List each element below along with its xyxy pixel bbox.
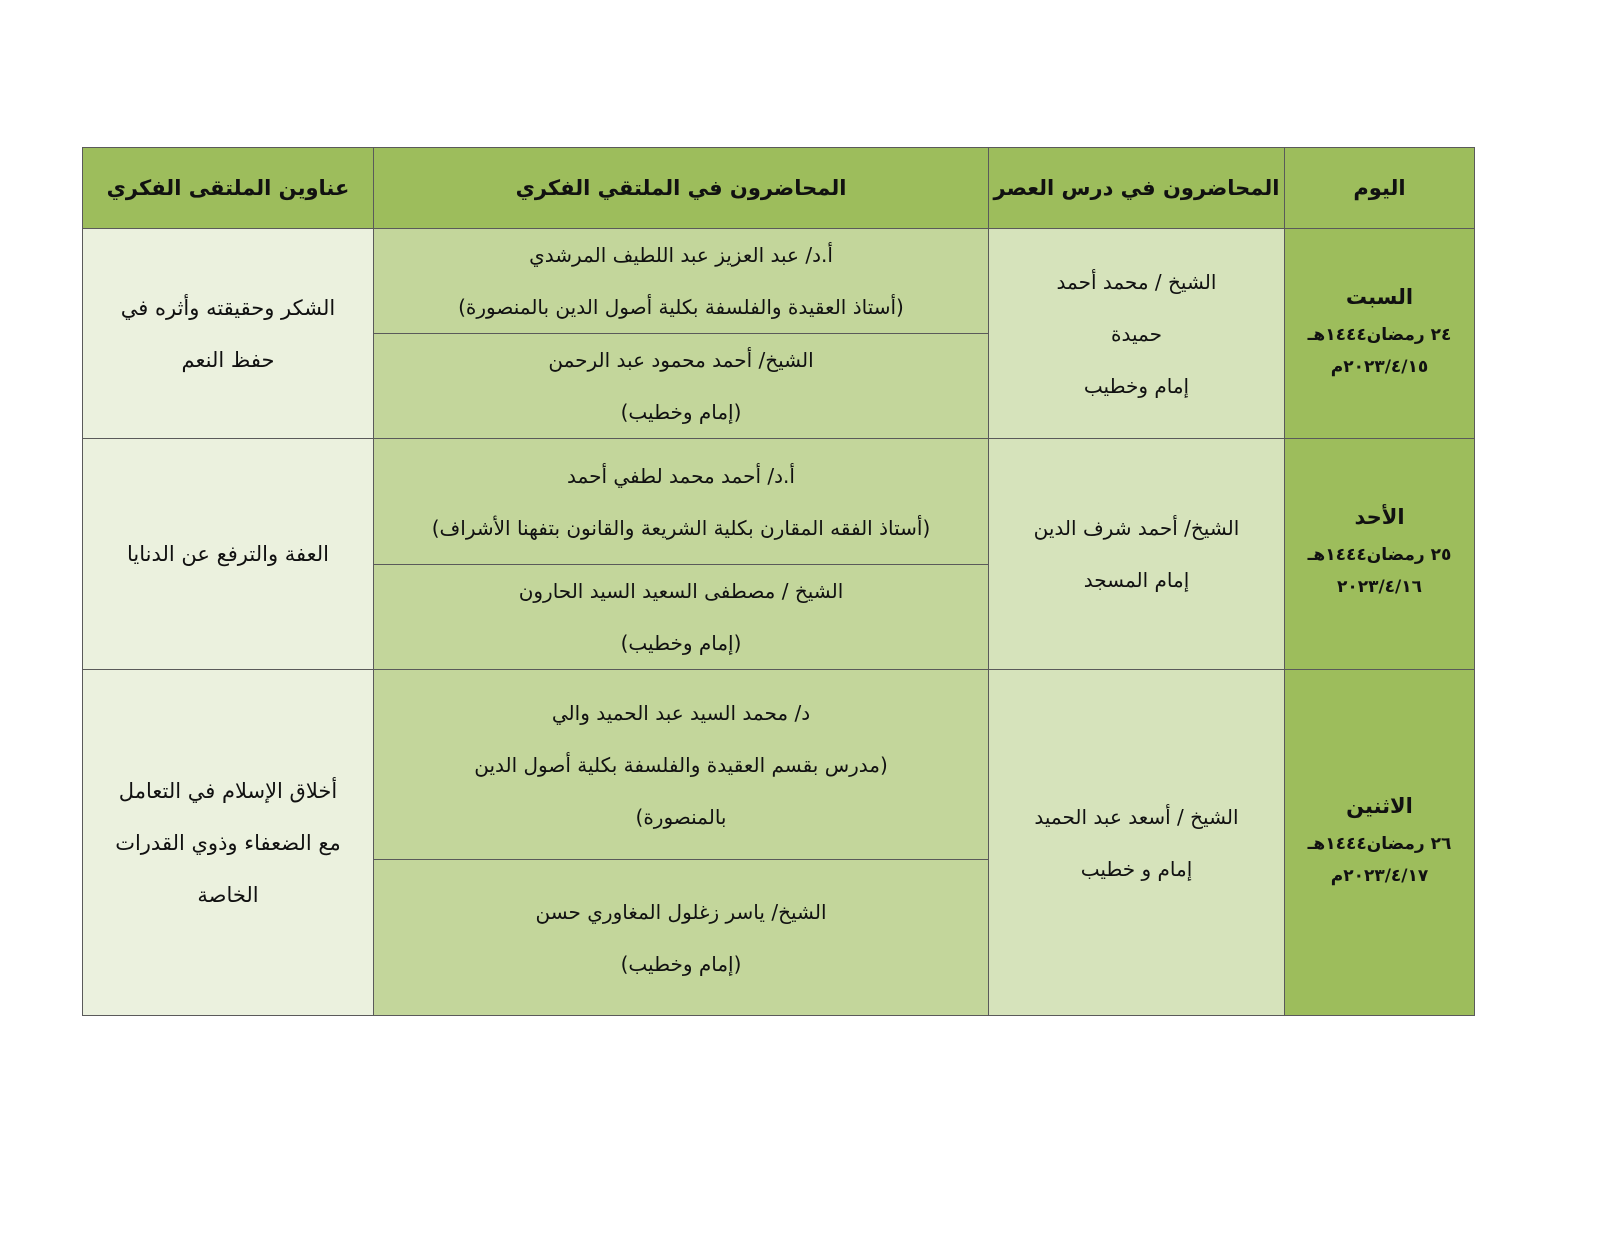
asr-lecturer-line: إمام المسجد xyxy=(1083,568,1190,592)
asr-lecturer-line: الشيخ / محمد أحمد xyxy=(1056,269,1217,294)
header-asr-lecturers: المحاضرون في درس العصر xyxy=(989,148,1285,229)
asr-lecturer-cell xyxy=(989,439,1285,670)
day-cell xyxy=(1285,439,1475,670)
lecturer-role: (مدرس بقسم العقيدة والفلسفة بكلية أصول الدين xyxy=(474,752,888,777)
asr-lecturer-cell xyxy=(989,229,1285,439)
header-forum-lecturers: المحاضرون في الملتقي الفكري xyxy=(374,148,989,229)
lecturer-name: د/ محمد السيد عبد الحميد والي xyxy=(551,700,811,725)
asr-lecturer-cell xyxy=(989,670,1285,1016)
schedule-table xyxy=(82,147,1475,1016)
lecturer-role: (إمام وخطيب) xyxy=(620,951,742,976)
hijri-date: ٢٤ رمضان١٤٤٤هـ xyxy=(1307,324,1452,345)
forum-title-cell xyxy=(83,229,374,439)
asr-lecturer-line: الشيخ/ أحمد شرف الدين xyxy=(1033,516,1240,540)
day-name: الاثنين xyxy=(1346,793,1413,818)
day-cell xyxy=(1285,670,1475,1016)
asr-lecturer-line: إمام و خطيب xyxy=(1080,856,1193,881)
lecturer-name: الشيخ / مصطفى السعيد السيد الحارون xyxy=(518,579,844,603)
lecturer-role: (إمام وخطيب) xyxy=(620,400,742,424)
forum-title-line: مع الضعفاء وذوي القدرات xyxy=(115,830,341,855)
asr-lecturer-line: إمام وخطيب xyxy=(1083,373,1190,398)
lecturer-role: (إمام وخطيب) xyxy=(620,631,742,655)
lecturer-name: الشيخ/ أحمد محمود عبد الرحمن xyxy=(548,348,814,372)
forum-title-line: حفظ النعم xyxy=(181,347,275,372)
hijri-date: ٢٦ رمضان١٤٤٤هـ xyxy=(1307,833,1452,854)
table-row xyxy=(83,670,1475,860)
asr-lecturer-line: حميدة xyxy=(1111,321,1162,346)
lecturer-role: (أستاذ العقيدة والفلسفة بكلية أصول الدين بالمنصورة) xyxy=(458,295,904,319)
forum-lecturer-cell xyxy=(374,860,989,1016)
header-forum-titles: عناوين الملتقى الفكري xyxy=(83,148,374,229)
forum-title-line: الخاصة xyxy=(197,882,259,907)
day-name: السبت xyxy=(1345,284,1414,309)
forum-title-line: الشكر وحقيقته وأثره في xyxy=(120,295,336,320)
day-cell xyxy=(1285,229,1475,439)
lecturer-name: أ.د/ عبد العزيز عبد اللطيف المرشدي xyxy=(529,243,833,267)
table-row xyxy=(83,439,1475,565)
forum-title-line: العفة والترفع عن الدنايا xyxy=(126,542,330,566)
header-day: اليوم xyxy=(1285,148,1475,229)
asr-lecturer-line: الشيخ / أسعد عبد الحميد xyxy=(1034,804,1239,829)
forum-lecturer-cell xyxy=(374,670,989,860)
day-name: الأحد xyxy=(1354,505,1405,529)
gregorian-date: ٢٠٢٣/٤/١٧م xyxy=(1330,865,1429,886)
lecturer-name: الشيخ/ ياسر زغلول المغاوري حسن xyxy=(535,899,827,924)
hijri-date: ٢٥ رمضان١٤٤٤هـ xyxy=(1307,545,1452,565)
forum-lecturer-cell xyxy=(374,334,989,439)
table-row xyxy=(83,229,1475,334)
forum-title-cell xyxy=(83,439,374,670)
forum-title-line: أخلاق الإسلام في التعامل xyxy=(118,778,338,803)
forum-lecturer-cell xyxy=(374,565,989,670)
forum-lecturer-cell xyxy=(374,439,989,565)
lecturer-role: بالمنصورة) xyxy=(635,804,727,829)
lecturer-name: أ.د/ أحمد محمد لطفي أحمد xyxy=(567,463,795,488)
forum-lecturer-cell xyxy=(374,229,989,334)
gregorian-date: ٢٠٢٣/٤/١٥م xyxy=(1330,356,1429,377)
gregorian-date: ٢٠٢٣/٤/١٦ xyxy=(1336,577,1423,597)
header-row xyxy=(83,148,1475,229)
forum-title-cell xyxy=(83,670,374,1016)
lecturer-role: (أستاذ الفقه المقارن بكلية الشريعة والقانون بتفهنا الأشراف) xyxy=(431,515,931,540)
